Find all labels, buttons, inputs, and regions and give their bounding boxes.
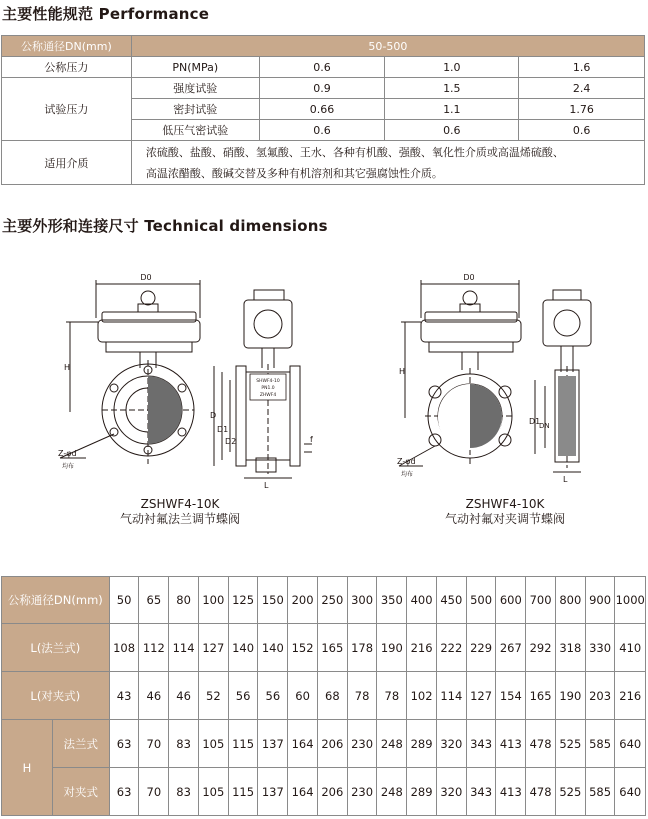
l-flange-cell: 229 — [466, 624, 496, 672]
lowgas-value: 0.6 — [519, 120, 645, 141]
l-flange-cell: 318 — [555, 624, 585, 672]
flange-valve-model: ZSHWF4-10K — [140, 497, 220, 511]
h-flange-cell: 206 — [317, 720, 347, 768]
dn-cell: 250 — [317, 577, 347, 624]
h-wafer-cell: 413 — [496, 768, 526, 816]
h-flange-cell: 164 — [288, 720, 318, 768]
l-wafer-cell: 56 — [228, 672, 258, 720]
dn-label: DN — [539, 422, 550, 430]
d0-label: D0 — [140, 273, 152, 282]
h-flange-cell: 525 — [555, 720, 585, 768]
h-label: H — [64, 363, 71, 372]
performance-heading: 主要性能规范 Performance — [2, 5, 210, 23]
medium-line: 浓硫酸、盐酸、硝酸、氢氟酸、王水、各种有机酸、强酸、氧化性介质或高温烯硫酸、 — [145, 145, 564, 159]
dn-label: 公称通径DN(mm) — [2, 36, 132, 57]
h-flange-cell: 137 — [258, 720, 288, 768]
h-flange-cell: 105 — [198, 720, 228, 768]
wafer-valve-drawing — [395, 268, 605, 493]
seal-value: 1.76 — [519, 99, 645, 120]
l-wafer-cell: 46 — [139, 672, 169, 720]
h-wafer-cell: 230 — [347, 768, 377, 816]
medium-line: 高温浓醋酸、酸碱交替及多种有机溶剂和其它强腐蚀性介质。 — [145, 166, 443, 180]
l-flange-cell: 292 — [526, 624, 556, 672]
flange-valve-caption — [95, 497, 265, 527]
l-flange-cell: 140 — [228, 624, 258, 672]
pn-value: 0.6 — [259, 57, 385, 78]
h-wafer-cell: 585 — [585, 768, 615, 816]
flange-valve-drawing — [50, 268, 320, 493]
l-flange-cell: 222 — [436, 624, 466, 672]
l-wafer-cell: 216 — [615, 672, 646, 720]
plate-text: SHWF4-10 — [256, 379, 280, 384]
h-wafer-cell: 63 — [109, 768, 139, 816]
l-wafer-cell: 165 — [526, 672, 556, 720]
h-flange-cell: 63 — [109, 720, 139, 768]
dimensions-table — [1, 576, 646, 816]
dn-cell: 600 — [496, 577, 526, 624]
h-wafer-header: 对夹式 — [52, 768, 109, 816]
h-header: H — [2, 720, 53, 816]
l-flange-cell: 410 — [615, 624, 646, 672]
h-flange-cell: 343 — [466, 720, 496, 768]
l-label: L — [563, 475, 568, 484]
wafer-valve-model: ZSHWF4-10K — [465, 497, 545, 511]
dn-header: 公称通径DN(mm) — [2, 577, 110, 624]
l-wafer-header: L(对夹式) — [2, 672, 110, 720]
h-wafer-cell: 640 — [615, 768, 646, 816]
dn-cell: 200 — [288, 577, 318, 624]
l-flange-cell: 112 — [139, 624, 169, 672]
l-label: L — [264, 481, 269, 490]
l-wafer-cell: 102 — [407, 672, 437, 720]
plate-text: ZHWF4 — [259, 393, 277, 398]
h-flange-cell: 115 — [228, 720, 258, 768]
h-wafer-cell: 343 — [466, 768, 496, 816]
l-wafer-cell: 154 — [496, 672, 526, 720]
technical-heading: 主要外形和连接尺寸 Technical dimensions — [2, 217, 328, 235]
flange-valve-name: 气动衬氟法兰调节蝶阀 — [119, 512, 240, 526]
h-wafer-cell: 115 — [228, 768, 258, 816]
l-flange-cell: 152 — [288, 624, 318, 672]
h-flange-cell: 248 — [377, 720, 407, 768]
lowgas-label: 低压气密试验 — [131, 120, 259, 141]
l-wafer-cell: 127 — [466, 672, 496, 720]
l-flange-cell: 127 — [198, 624, 228, 672]
seal-label: 密封试验 — [131, 99, 259, 120]
h-flange-cell: 70 — [139, 720, 169, 768]
h-label: H — [399, 367, 406, 376]
pressure-label: 公称压力 — [2, 57, 132, 78]
lowgas-value: 0.6 — [259, 120, 385, 141]
h-wafer-cell: 289 — [407, 768, 437, 816]
zphi-label: Z-φd — [58, 449, 77, 458]
l-flange-cell: 216 — [407, 624, 437, 672]
h-wafer-cell: 478 — [526, 768, 556, 816]
h-flange-cell: 585 — [585, 720, 615, 768]
d1-label: D1 — [217, 425, 229, 434]
zphi-label: Z-φd — [397, 457, 416, 466]
dn-cell: 50 — [109, 577, 139, 624]
l-wafer-cell: 43 — [109, 672, 139, 720]
l-wafer-cell: 190 — [555, 672, 585, 720]
note-label: 均布 — [62, 463, 75, 470]
pn-label: PN(MPa) — [131, 57, 259, 78]
lowgas-value: 0.6 — [385, 120, 519, 141]
d0-label: D0 — [463, 273, 475, 282]
dn-cell: 900 — [585, 577, 615, 624]
h-wafer-cell: 164 — [288, 768, 318, 816]
h-flange-cell: 478 — [526, 720, 556, 768]
l-wafer-cell: 114 — [436, 672, 466, 720]
dn-cell: 800 — [555, 577, 585, 624]
l-flange-cell: 108 — [109, 624, 139, 672]
h-flange-header: 法兰式 — [52, 720, 109, 768]
l-wafer-cell: 52 — [198, 672, 228, 720]
l-flange-cell: 178 — [347, 624, 377, 672]
wafer-valve-caption — [420, 497, 590, 527]
l-flange-cell: 140 — [258, 624, 288, 672]
strength-value: 2.4 — [519, 78, 645, 99]
h-flange-cell: 320 — [436, 720, 466, 768]
performance-table — [1, 35, 645, 185]
note-label: 均布 — [401, 471, 414, 478]
l-wafer-cell: 46 — [169, 672, 199, 720]
dn-cell: 450 — [436, 577, 466, 624]
seal-value: 1.1 — [385, 99, 519, 120]
l-flange-cell: 267 — [496, 624, 526, 672]
h-flange-cell: 230 — [347, 720, 377, 768]
plate-text: PN1.0 — [261, 386, 275, 391]
dn-cell: 65 — [139, 577, 169, 624]
h-wafer-cell: 83 — [169, 768, 199, 816]
l-wafer-cell: 68 — [317, 672, 347, 720]
l-flange-cell: 330 — [585, 624, 615, 672]
dn-cell: 150 — [258, 577, 288, 624]
d1-label: D1 — [529, 417, 541, 426]
dn-cell: 700 — [526, 577, 556, 624]
l-wafer-cell: 56 — [258, 672, 288, 720]
l-wafer-cell: 78 — [347, 672, 377, 720]
dn-cell: 350 — [377, 577, 407, 624]
h-flange-cell: 289 — [407, 720, 437, 768]
pn-value: 1.6 — [519, 57, 645, 78]
h-flange-cell: 640 — [615, 720, 646, 768]
h-wafer-cell: 137 — [258, 768, 288, 816]
d-label: D — [210, 411, 217, 420]
dn-cell: 1000 — [615, 577, 646, 624]
medium-text — [131, 141, 644, 185]
h-wafer-cell: 248 — [377, 768, 407, 816]
dn-cell: 125 — [228, 577, 258, 624]
dn-cell: 400 — [407, 577, 437, 624]
strength-label: 强度试验 — [131, 78, 259, 99]
f-label: f — [310, 435, 313, 444]
dn-cell: 100 — [198, 577, 228, 624]
wafer-valve-name: 气动衬氟对夹调节蝶阀 — [444, 512, 565, 526]
strength-value: 0.9 — [259, 78, 385, 99]
dn-cell: 500 — [466, 577, 496, 624]
medium-label: 适用介质 — [2, 141, 132, 185]
h-flange-cell: 83 — [169, 720, 199, 768]
seal-value: 0.66 — [259, 99, 385, 120]
l-wafer-cell: 60 — [288, 672, 318, 720]
h-wafer-cell: 525 — [555, 768, 585, 816]
l-flange-cell: 165 — [317, 624, 347, 672]
test-label: 试验压力 — [2, 78, 132, 141]
l-wafer-cell: 78 — [377, 672, 407, 720]
dn-value: 50-500 — [131, 36, 644, 57]
h-wafer-cell: 320 — [436, 768, 466, 816]
h-wafer-cell: 206 — [317, 768, 347, 816]
strength-value: 1.5 — [385, 78, 519, 99]
h-wafer-cell: 105 — [198, 768, 228, 816]
dn-cell: 80 — [169, 577, 199, 624]
l-wafer-cell: 203 — [585, 672, 615, 720]
h-wafer-cell: 70 — [139, 768, 169, 816]
l-flange-cell: 114 — [169, 624, 199, 672]
l-flange-header: L(法兰式) — [2, 624, 110, 672]
d2-label: D2 — [225, 437, 237, 446]
dn-cell: 300 — [347, 577, 377, 624]
pn-value: 1.0 — [385, 57, 519, 78]
l-flange-cell: 190 — [377, 624, 407, 672]
h-flange-cell: 413 — [496, 720, 526, 768]
